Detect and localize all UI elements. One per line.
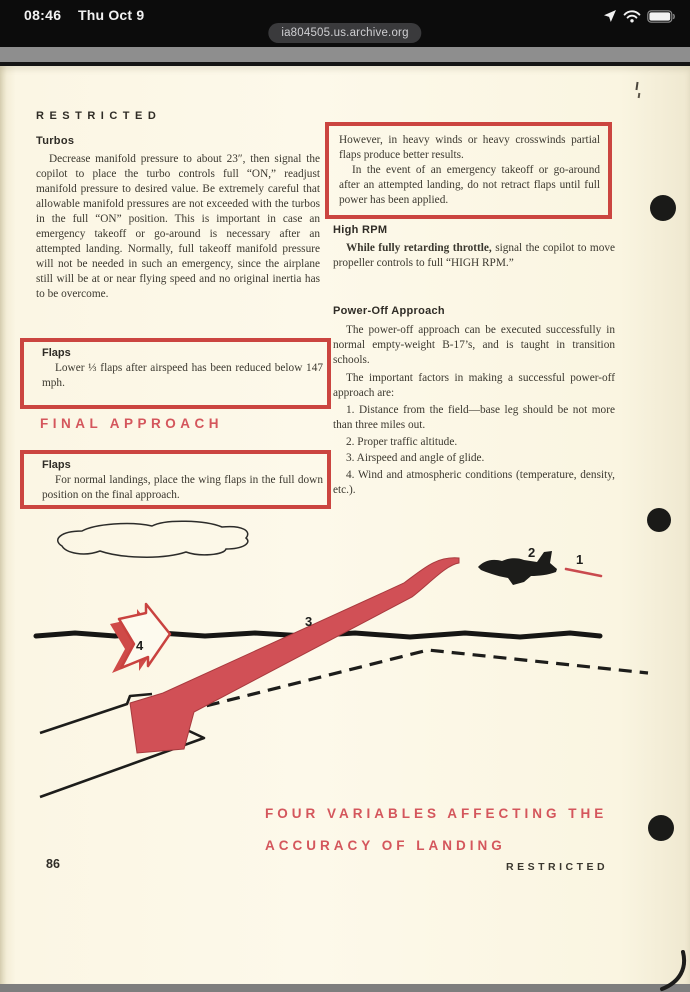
airplane-silhouette bbox=[478, 551, 557, 585]
location-arrow-icon bbox=[603, 9, 617, 28]
diagram-label-2: 2 bbox=[528, 545, 536, 560]
status-date: Thu Oct 9 bbox=[78, 7, 145, 23]
winds-callout-box bbox=[325, 122, 612, 219]
factor-item-2: 2. Proper traffic altitude. bbox=[346, 436, 458, 448]
caption-line-1: FOUR VARIABLES AFFECTING THE bbox=[265, 806, 608, 821]
factor-item-4: 4. Wind and atmospheric conditions (temperature, density, etc.). bbox=[333, 469, 615, 496]
high-rpm-lead: While fully retarding throttle, bbox=[346, 242, 492, 254]
toolbar-strip bbox=[0, 47, 690, 62]
factors-intro: The important factors in making a successful power-off approach are: bbox=[333, 372, 615, 399]
page-number: 86 bbox=[46, 857, 60, 871]
power-off-heading: Power-Off Approach bbox=[333, 305, 445, 317]
pen-stroke-mark bbox=[648, 948, 688, 992]
ink-mark-small bbox=[638, 93, 641, 98]
page-bottom-strip bbox=[0, 984, 690, 992]
flaps2-heading: Flaps bbox=[42, 459, 71, 471]
scanned-document-page[interactable] bbox=[0, 66, 690, 984]
diagram-label-1: 1 bbox=[576, 552, 584, 567]
high-rpm-body: signal the copilot to move propeller controls to full “HIGH RPM.” bbox=[333, 242, 615, 269]
flaps-callout-box-1 bbox=[20, 338, 331, 409]
status-icons bbox=[603, 9, 676, 28]
factor-item-3: 3. Airspeed and angle of glide. bbox=[346, 452, 485, 464]
cloud-icon bbox=[58, 521, 248, 557]
restricted-footer: RESTRICTED bbox=[506, 861, 609, 873]
flaps1-paragraph: Lower ⅓ flaps after airspeed has been reduced below 147 mph. bbox=[42, 362, 323, 389]
hole-punch-top bbox=[650, 195, 676, 221]
hole-punch-middle bbox=[647, 508, 671, 532]
flaps-callout-box-2 bbox=[20, 450, 331, 509]
flaps2-paragraph: For normal landings, place the wing flaps in the full down position on the final approach. bbox=[42, 474, 323, 501]
ink-mark-top bbox=[635, 82, 638, 90]
final-approach-heading: FINAL APPROACH bbox=[40, 416, 224, 431]
hole-punch-bottom bbox=[648, 815, 674, 841]
factor-item-1: 1. Distance from the field—base leg should be not more than three miles out. bbox=[333, 404, 615, 431]
battery-icon bbox=[647, 10, 676, 28]
diagram-label-4: 4 bbox=[136, 638, 144, 653]
caption-line-2: ACCURACY OF LANDING bbox=[265, 838, 506, 853]
restricted-header: RESTRICTED bbox=[36, 110, 162, 122]
landing-approach-diagram bbox=[0, 515, 690, 815]
status-time: 08:46 bbox=[24, 7, 62, 23]
label1-underline bbox=[566, 569, 601, 576]
browser-url-pill[interactable]: ia804505.us.archive.org bbox=[268, 23, 421, 43]
winds-paragraph-2: In the event of an emergency takeoff or go-around after an attempted landing, do not retract flaps until full power has been applied. bbox=[339, 164, 600, 206]
high-rpm-paragraph bbox=[333, 241, 615, 271]
approach-arrow bbox=[130, 558, 459, 753]
flaps1-heading: Flaps bbox=[42, 347, 71, 359]
diagram-label-3: 3 bbox=[305, 614, 313, 629]
turbos-paragraph: Decrease manifold pressure to about 23″, then signal the copilot to place the turbo controls full “ON,” readjust manifold pressure to desired value. Be extremely careful that allowable manifold pressures are not exceeded with the turbos in the full “ON” position. This is important in case an emergency takeoff or go-around is necessary after an attempted landing. Normally, full takeoff manifold pressure will not be needed in such an emergency, since the airplane still will be at or near flying speed and no original inertia has to be overcome. bbox=[36, 153, 320, 300]
winds-paragraph-1: However, in heavy winds or heavy crosswinds partial flaps produce better results. bbox=[339, 134, 600, 161]
status-bar bbox=[0, 0, 690, 47]
turbos-heading: Turbos bbox=[36, 135, 75, 147]
power-off-paragraph: The power-off approach can be executed successfully in normal empty-weight B-17’s, and is taught in transition schools. bbox=[333, 324, 615, 366]
high-rpm-heading: High RPM bbox=[333, 224, 388, 236]
wifi-icon bbox=[623, 10, 641, 28]
